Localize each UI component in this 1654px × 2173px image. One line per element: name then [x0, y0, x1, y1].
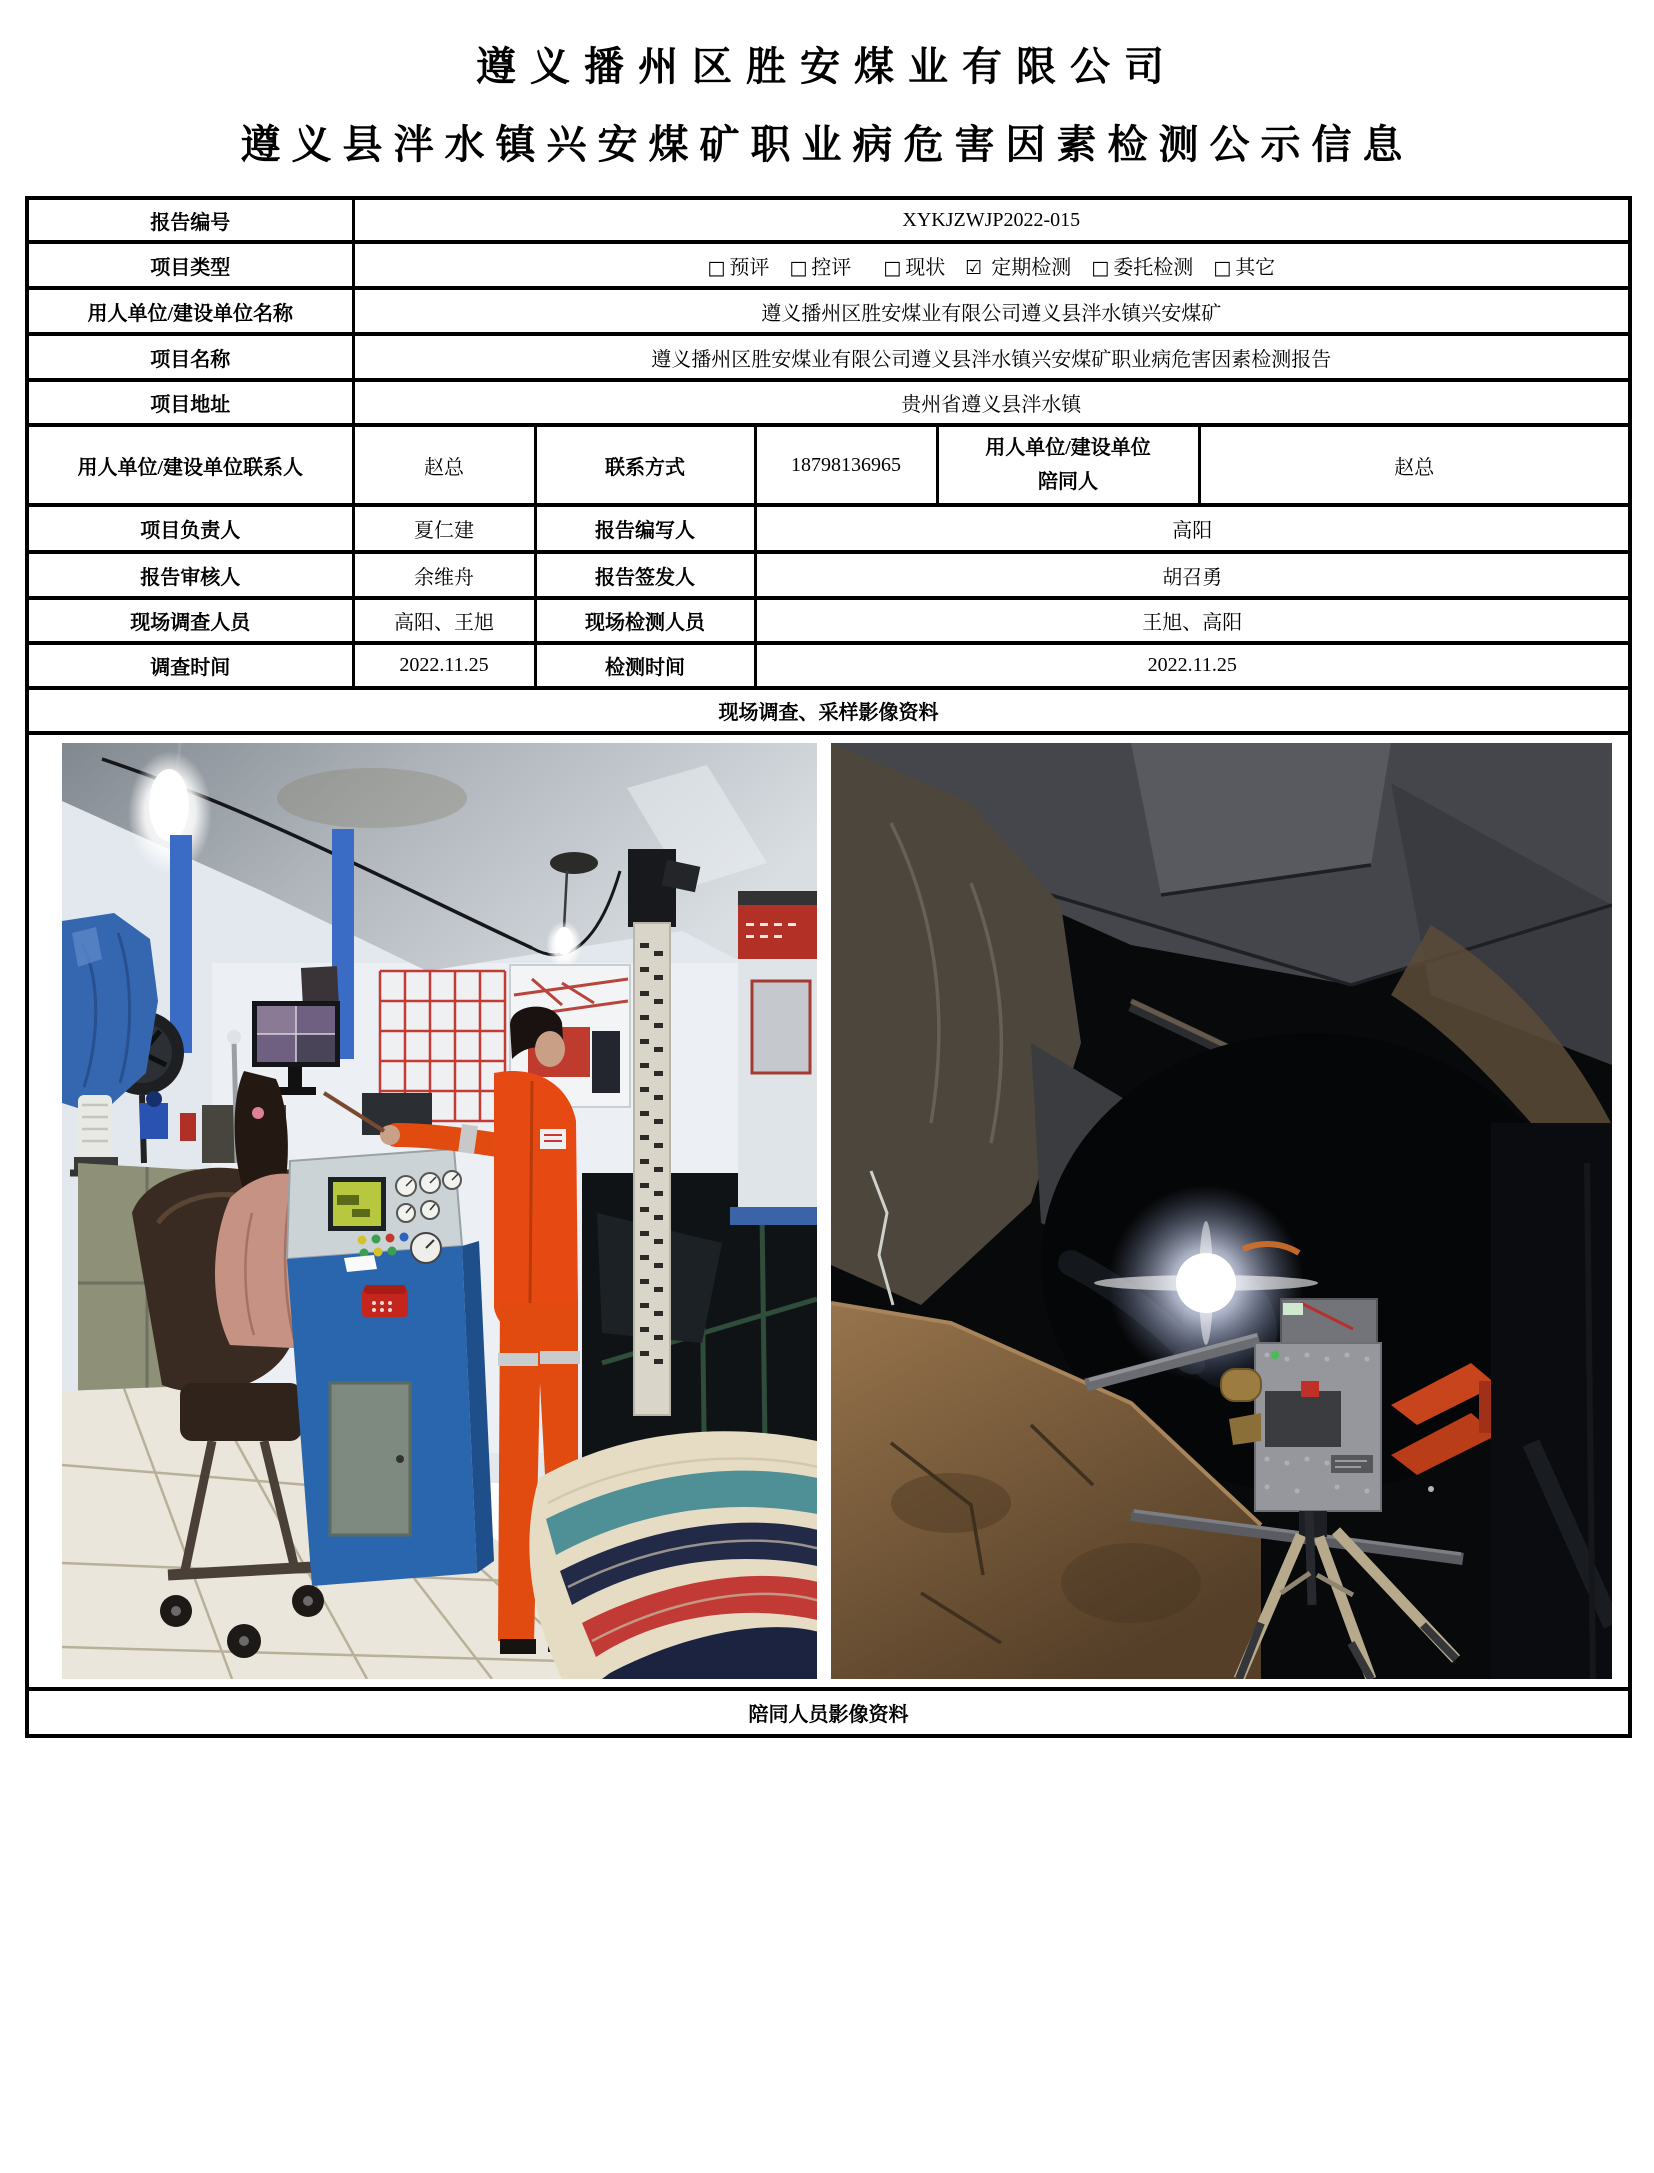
reviewer-value: 余维舟 [353, 552, 535, 598]
table-row [27, 242, 1630, 288]
escort-label-line1: 用人单位/建设单位 [985, 437, 1151, 459]
escort-label [937, 425, 1199, 505]
option-label: 其它 [1235, 256, 1276, 279]
option-label: 定期检测 [991, 256, 1072, 279]
contact-label: 用人单位/建设单位联系人 [27, 425, 353, 505]
survey-time-label: 调查时间 [27, 643, 353, 688]
escort-media-header: 陪同人员影像资料 [27, 1689, 1630, 1736]
address-value: 贵州省遵义县泮水镇 [353, 380, 1630, 425]
option-label: 预评 [729, 256, 770, 279]
report-no-label: 报告编号 [27, 198, 353, 242]
project-type-option-0[interactable] [707, 257, 769, 279]
table-row [27, 334, 1630, 380]
test-staff-value: 王旭、高阳 [755, 598, 1630, 643]
photo-control-room [62, 743, 817, 1679]
project-type-option-2[interactable] [883, 257, 945, 279]
project-type-option-3[interactable] [965, 257, 1071, 279]
table-row [27, 198, 1630, 242]
checkbox-icon[interactable]: □ [1213, 256, 1232, 279]
company-title: 遵义播州区胜安煤业有限公司 [476, 44, 1178, 89]
option-label: 控评 [811, 256, 852, 279]
table-row [27, 1689, 1630, 1736]
survey-staff-label: 现场调查人员 [27, 598, 353, 643]
leader-label: 项目负责人 [27, 505, 353, 552]
reviewer-label: 报告审核人 [27, 552, 353, 598]
test-time-value: 2022.11.25 [755, 643, 1630, 688]
project-type-option-4[interactable] [1091, 257, 1193, 279]
project-type-option-1[interactable] [789, 257, 851, 279]
phone-label: 联系方式 [535, 425, 755, 505]
table-row [27, 380, 1630, 425]
checkbox-checked-icon[interactable]: ☑ [965, 256, 983, 279]
writer-label: 报告编写人 [535, 505, 755, 552]
survey-time-value: 2022.11.25 [353, 643, 535, 688]
photo-row [27, 733, 1630, 1689]
report-no-value: XYKJZWJP2022-015 [353, 198, 1630, 242]
option-label: 现状 [905, 256, 946, 279]
checkbox-icon[interactable]: □ [883, 256, 902, 279]
leader-value: 夏仁建 [353, 505, 535, 552]
project-name-value: 遵义播州区胜安煤业有限公司遵义县泮水镇兴安煤矿职业病危害因素检测报告 [353, 334, 1630, 380]
table-row [27, 552, 1630, 598]
checkbox-icon[interactable]: □ [707, 256, 726, 279]
checkbox-icon[interactable]: □ [789, 256, 808, 279]
site-media-header: 现场调查、采样影像资料 [27, 688, 1630, 733]
test-staff-label: 现场检测人员 [535, 598, 755, 643]
table-row [27, 505, 1630, 552]
address-label: 项目地址 [27, 380, 353, 425]
page-title: 遵义县泮水镇兴安煤矿职业病危害因素检测公示信息 [240, 122, 1414, 167]
checkbox-icon[interactable]: □ [1091, 256, 1110, 279]
survey-staff-value: 高阳、王旭 [353, 598, 535, 643]
table-row [27, 688, 1630, 733]
table-row [27, 425, 1630, 505]
disclosure-table [25, 196, 1632, 1738]
escort-label-line2: 陪同人 [1038, 471, 1098, 493]
table-row [27, 288, 1630, 334]
issuer-label: 报告签发人 [535, 552, 755, 598]
project-type-option-5[interactable] [1213, 257, 1275, 279]
photo-mine-tunnel [831, 743, 1612, 1679]
option-label: 委托检测 [1113, 256, 1194, 279]
test-time-label: 检测时间 [535, 643, 755, 688]
project-type-options [353, 242, 1630, 288]
writer-value: 高阳 [755, 505, 1630, 552]
project-name-label: 项目名称 [27, 334, 353, 380]
phone-value: 18798136965 [755, 425, 937, 505]
employer-value: 遵义播州区胜安煤业有限公司遵义县泮水镇兴安煤矿 [353, 288, 1630, 334]
project-type-label: 项目类型 [27, 242, 353, 288]
escort-value: 赵总 [1199, 425, 1630, 505]
table-row [27, 643, 1630, 688]
issuer-value: 胡召勇 [755, 552, 1630, 598]
employer-label: 用人单位/建设单位名称 [27, 288, 353, 334]
contact-value: 赵总 [353, 425, 535, 505]
table-row [27, 598, 1630, 643]
